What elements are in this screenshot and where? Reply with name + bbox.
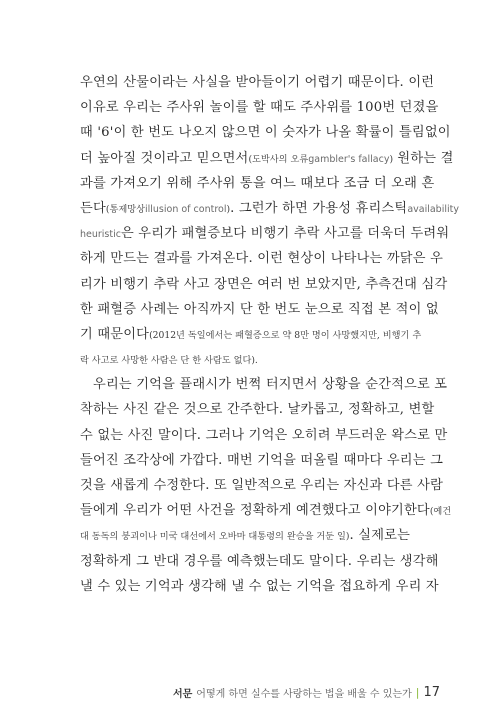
- text-line: [80, 221, 450, 246]
- latin-term: availability: [407, 203, 459, 215]
- body-run: . 그런가 하면 가용성 휴리스틱: [230, 200, 408, 216]
- body-run: 낼 수 있는 기억과 생각해 낼 수 없는 기억을 접요하게 우리 자: [80, 578, 439, 594]
- annotation-text: ): [226, 203, 231, 215]
- text-line: [80, 523, 432, 548]
- footer-chapter-title: 어떻게 하면 실수를 사랑하는 법을 배울 수 있는가: [196, 688, 412, 700]
- body-run: 것을 새롭게 수정한다. 또 일반적으로 우리는 자신과 다른 사람: [80, 478, 444, 493]
- body-run: 수 없는 사진 말이다. 그러나 기억은 오히려 부드러운 왁스로 만: [80, 427, 448, 443]
- annotation-text: (2012년 독일에서는 패혈증으로 약 8만 명이 사망했지만, 비행기 추: [149, 329, 422, 341]
- text-line: [80, 120, 451, 145]
- body-run: 정확하게 그 반대 경우를 예측했는데도 말이다. 우리는 생각해: [80, 553, 439, 569]
- body-text: [80, 70, 459, 599]
- text-line: [80, 498, 452, 523]
- body-run: 들어진 조각상에 가깝다. 매번 기억을 떠올릴 때마다 우리는 그: [80, 452, 444, 468]
- footer-divider: |: [415, 685, 420, 699]
- running-footer: [172, 682, 440, 702]
- body-run: 은 우리가 패혈증보다 비행기 추락 사고를 더욱더 두려워: [120, 226, 450, 242]
- text-line: [80, 146, 454, 171]
- body-run: 기 때문이다: [80, 326, 150, 342]
- body-run: . 실제로는: [349, 528, 411, 544]
- body-run: 때 '6'이 한 번도 나오지 않으면 이 숫자가 나올 확률이 틀림없이: [80, 125, 451, 141]
- annotation-text: (도박사의 오류: [248, 153, 309, 165]
- body-run: 원하는 결: [393, 150, 454, 166]
- annotation-text: 락 사고로 사망한 사람은 단 한 사람도 없다).: [80, 355, 258, 367]
- latin-term: illusion of control: [144, 203, 227, 215]
- body-run: 들에게 우리가 어떤 사건을 정확하게 예견했다고 이야기한다: [80, 503, 430, 519]
- text-line: [80, 246, 444, 271]
- latin-term: gambler's fallacy: [308, 153, 390, 165]
- body-run: 착하는 사진 같은 것으로 간주한다. 날카롭고, 정확하고, 변할: [80, 402, 435, 418]
- annotation-text: (예건: [429, 506, 452, 518]
- page-number: 17: [423, 684, 440, 700]
- text-line: [80, 473, 444, 498]
- body-run: 우연의 산물이라는 사실을 받아들이기 어렵기 때문이다. 이런: [80, 75, 435, 90]
- text-line: [80, 297, 439, 322]
- footer-section-label: 서문: [172, 688, 193, 700]
- body-run: 우리는 기억을 플래시가 번쩍 터지면서 상황을 순간적으로 포: [93, 377, 448, 393]
- body-run: 리가 비행기 추락 사고 장면은 여러 번 보았지만, 추측건대 심각: [80, 276, 448, 292]
- body-run: 과를 가져오기 위해 주사위 통을 여느 때보다 조금 더 오래 흔: [80, 175, 435, 191]
- text-line: [80, 171, 435, 196]
- text-line: [80, 423, 448, 448]
- annotation-text: ): [389, 153, 394, 165]
- text-line: [80, 70, 435, 95]
- latin-term: heuristic: [80, 229, 121, 241]
- text-line: [80, 322, 432, 347]
- text-line: [80, 347, 432, 372]
- body-run: 한 패혈증 사례는 아직까지 단 한 번도 눈으로 직접 본 적이 없: [80, 301, 439, 317]
- text-line: [80, 196, 459, 221]
- text-line: [80, 372, 448, 397]
- text-line: [80, 549, 439, 574]
- annotation-text: 대 동독의 붕괴이나 미국 대선에서 오바마 대통령의 완승을 거둔 일): [80, 531, 350, 543]
- text-line: [80, 397, 435, 422]
- body-run: 하게 만드는 결과를 가져온다. 이런 현상이 나타나는 까닭은 우: [80, 251, 444, 267]
- body-run: 더 높아질 것이라고 믿으면서: [80, 150, 249, 166]
- text-line: [80, 272, 448, 297]
- text-line: [80, 95, 439, 120]
- body-run: 이유로 우리는 주사위 놀이를 할 때도 주사위를 100번 던졌을: [80, 100, 439, 116]
- body-run: 든다: [80, 200, 106, 216]
- text-line: [80, 448, 444, 473]
- text-line: [80, 574, 439, 599]
- annotation-text: (통제망상: [105, 203, 145, 215]
